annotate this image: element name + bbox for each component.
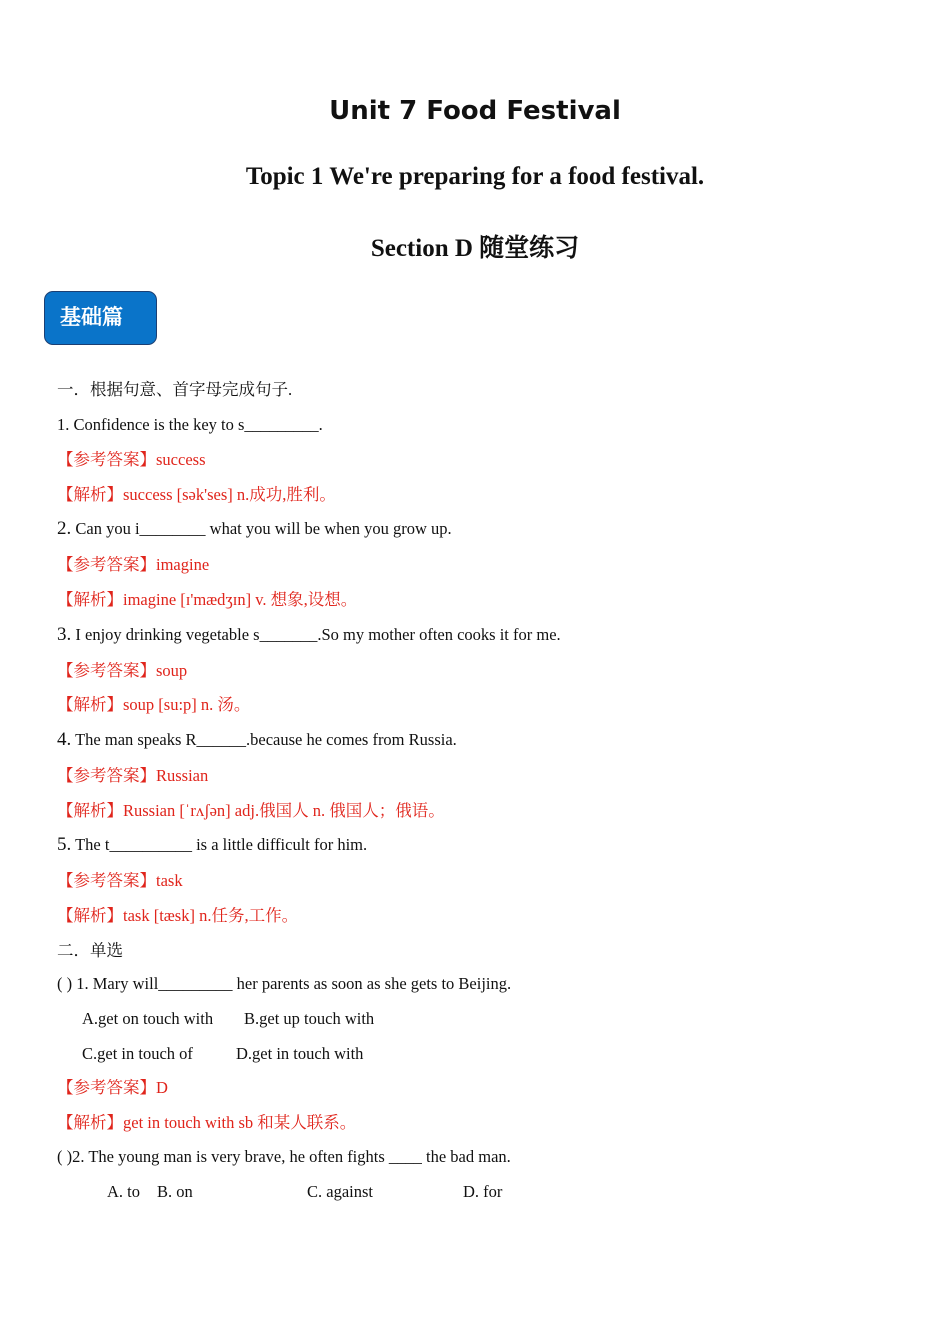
question-number: 1. xyxy=(57,415,70,434)
question-4 xyxy=(57,729,457,751)
question-5 xyxy=(57,834,367,856)
question-number: 4. xyxy=(57,729,72,750)
topic-title: Topic 1 We're preparing for a food festival. xyxy=(245,163,705,190)
mc1-option-b: B.get up touch with xyxy=(244,1009,375,1028)
section-title: Section D 随堂练习 xyxy=(370,235,580,262)
answer-1: 【参考答案】success xyxy=(57,450,206,469)
analysis-2: 【解析】imagine [ɪ'mædʒɪn] v. 想象,设想。 xyxy=(57,590,358,609)
answer-5: 【参考答案】task xyxy=(57,871,183,890)
question-text: Confidence is the key to s_________. xyxy=(69,415,323,434)
mc2-option-a: A. to xyxy=(107,1182,140,1201)
part1-heading: 一．根据句意、首字母完成句子. xyxy=(57,380,293,399)
mc-question-1: ( ) 1. Mary will_________ her parents as soon as she gets to Beijing. xyxy=(57,974,512,993)
analysis-1: 【解析】success [sək'ses] n.成功,胜利。 xyxy=(57,485,336,504)
analysis-3: 【解析】soup [su:p] n. 汤。 xyxy=(57,695,251,714)
question-number: 2. xyxy=(57,518,72,539)
mc2-option-d: D. for xyxy=(463,1182,503,1201)
question-text: Can you i________ what you will be when you grow up. xyxy=(71,519,452,538)
mc1-option-d: D.get in touch with xyxy=(236,1044,364,1063)
question-text: I enjoy drinking vegetable s_______.So my mother often cooks it for me. xyxy=(71,625,561,644)
unit-title: Unit 7 Food Festival xyxy=(329,96,621,126)
question-number: 3. xyxy=(57,624,72,645)
part2-heading: 二．单选 xyxy=(57,941,123,960)
basic-section-badge xyxy=(44,291,157,345)
badge-label: 基础篇 xyxy=(60,305,123,329)
question-text: The man speaks R______.because he comes from Russia. xyxy=(71,730,457,749)
mc2-option-b: B. on xyxy=(157,1182,193,1201)
mc-question-2: ( )2. The young man is very brave, he often fights ____ the bad man. xyxy=(57,1147,511,1166)
question-text: The t__________ is a little difficult for him. xyxy=(71,835,368,854)
analysis-5: 【解析】task [tæsk] n.任务,工作。 xyxy=(57,906,299,925)
mc1-analysis: 【解析】get in touch with sb 和某人联系。 xyxy=(57,1113,357,1132)
answer-4: 【参考答案】Russian xyxy=(57,766,209,785)
answer-3: 【参考答案】soup xyxy=(57,661,188,680)
answer-2: 【参考答案】imagine xyxy=(57,555,210,574)
question-3 xyxy=(57,624,561,646)
mc1-option-a: A.get on touch with xyxy=(82,1009,214,1028)
mc2-option-c: C. against xyxy=(307,1182,373,1201)
question-2 xyxy=(57,518,452,540)
analysis-4: 【解析】Russian [ˈrʌʃən] adj.俄国人 n. 俄国人；俄语。 xyxy=(57,801,445,820)
mc1-option-c: C.get in touch of xyxy=(82,1044,193,1063)
question-number: 5. xyxy=(57,834,72,855)
mc1-answer: 【参考答案】D xyxy=(57,1078,168,1097)
question-1 xyxy=(57,414,323,436)
